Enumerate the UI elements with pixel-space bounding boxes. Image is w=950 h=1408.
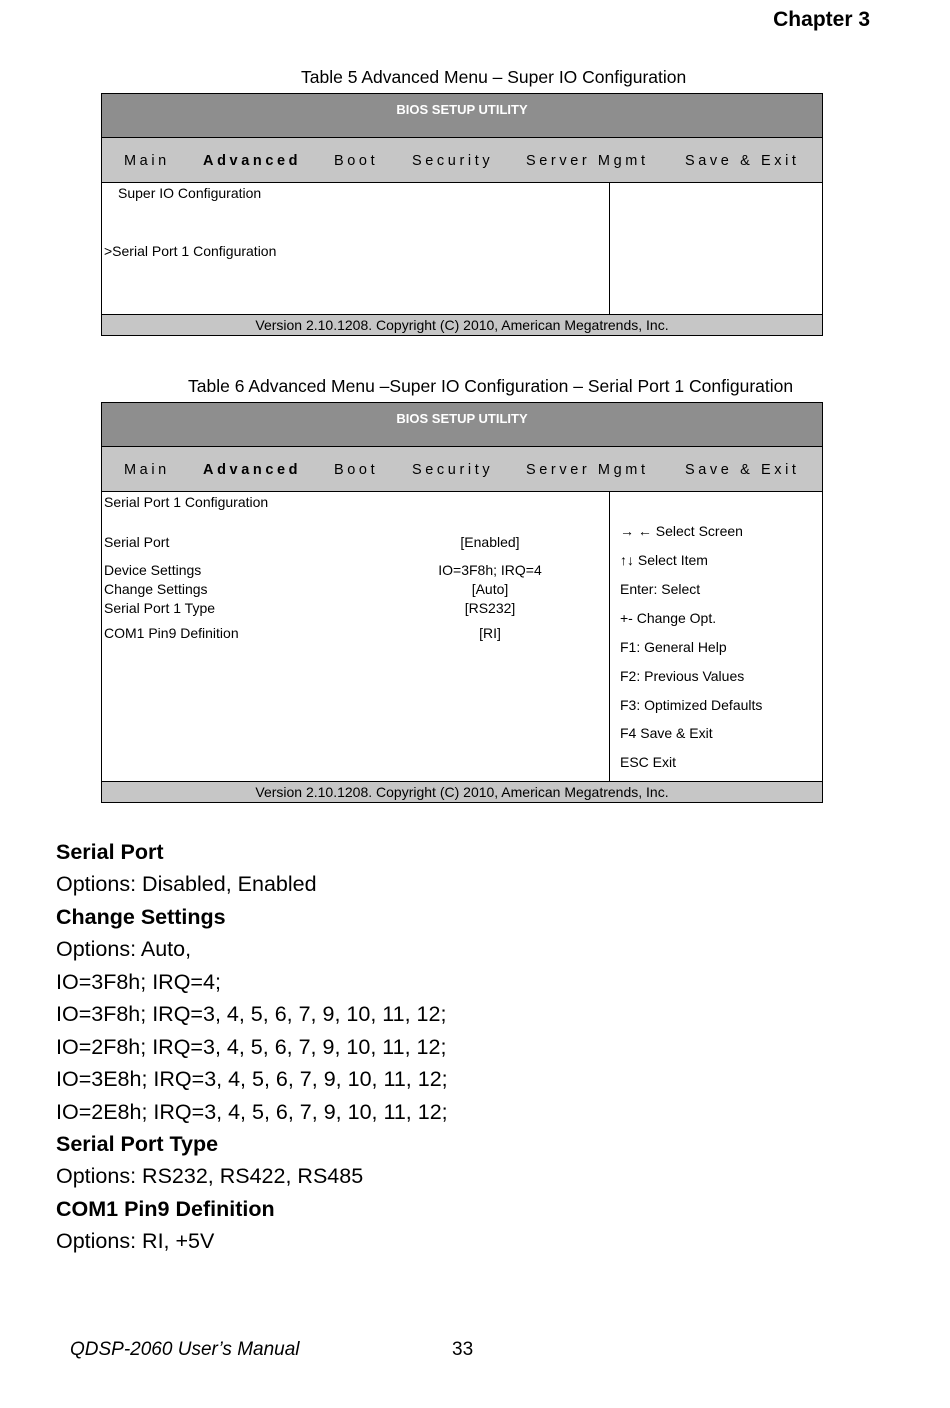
bios-footer: Version 2.10.1208. Copyright (C) 2010, American Megatrends, Inc. — [102, 782, 822, 802]
setting-value-text: [RI] — [479, 625, 501, 641]
bios-left-pane — [102, 183, 610, 314]
desc-line: Serial Port — [56, 840, 164, 864]
menu-main[interactable]: Main — [124, 153, 170, 169]
manual-title: QDSP-2060 User’s Manual — [70, 1339, 300, 1360]
menu-server-mgmt[interactable]: Server Mgmt — [526, 462, 649, 478]
bios-body — [102, 492, 822, 782]
help-change-opt: +- Change Opt. — [620, 610, 717, 626]
setting-label-change-settings: Change Settings — [104, 581, 208, 597]
desc-line: IO=2E8h; IRQ=3, 4, 5, 6, 7, 9, 10, 11, 12; — [56, 1100, 448, 1124]
help-f2: F2: Previous Values — [620, 668, 745, 684]
help-select-screen: → ← Select Screen — [620, 523, 743, 539]
help-enter-select: Enter: Select — [620, 581, 701, 597]
help-f4: F4 Save & Exit — [620, 725, 713, 741]
bios-menu-bar — [102, 138, 822, 183]
desc-line: Options: Disabled, Enabled — [56, 872, 317, 896]
menu-security[interactable]: Security — [412, 462, 494, 478]
desc-line: Options: RI, +5V — [56, 1229, 215, 1253]
table6-caption: Table 6 Advanced Menu –Super IO Configuration – Serial Port 1 Configuration — [188, 376, 794, 396]
menu-security[interactable]: Security — [412, 153, 494, 169]
help-f1: F1: General Help — [620, 639, 727, 655]
chapter-heading: Chapter 3 — [773, 8, 870, 31]
bios-table-6 — [101, 402, 823, 803]
menu-advanced[interactable]: Advanced — [203, 462, 302, 478]
menu-main[interactable]: Main — [124, 462, 170, 478]
setting-label-serial-port: Serial Port — [104, 534, 170, 550]
bios-left-pane — [102, 492, 610, 781]
page-number: 33 — [452, 1339, 474, 1360]
bios-footer: Version 2.10.1208. Copyright (C) 2010, American Megatrends, Inc. — [102, 315, 822, 335]
table5-caption: Table 5 Advanced Menu – Super IO Configuration — [301, 67, 687, 87]
bios-menu-bar — [102, 447, 822, 492]
help-f3: F3: Optimized Defaults — [620, 697, 763, 713]
desc-line: Change Settings — [56, 905, 226, 929]
setting-value-text: [Enabled] — [460, 534, 520, 550]
menu-advanced[interactable]: Advanced — [203, 153, 302, 169]
desc-line: Options: Auto, — [56, 937, 192, 961]
section-heading: Serial Port 1 Configuration — [104, 494, 269, 510]
setting-label-serial-port-type: Serial Port 1 Type — [104, 600, 216, 616]
section-heading: Super IO Configuration — [118, 185, 262, 201]
setting-value-text: [Auto] — [471, 581, 509, 597]
setting-label-com1-pin9: COM1 Pin9 Definition — [104, 625, 239, 641]
menu-boot[interactable]: Boot — [334, 153, 379, 169]
help-esc: ESC Exit — [620, 754, 677, 770]
help-select-item: ↑↓ Select Item — [620, 552, 708, 568]
bios-title: BIOS SETUP UTILITY — [102, 94, 822, 138]
desc-line: IO=3E8h; IRQ=3, 4, 5, 6, 7, 9, 10, 11, 12; — [56, 1067, 448, 1091]
bios-title: BIOS SETUP UTILITY — [102, 403, 822, 447]
setting-value-text: [RS232] — [464, 600, 516, 616]
bios-body — [102, 183, 822, 315]
submenu-serial-port-1[interactable]: >Serial Port 1 Configuration — [104, 243, 277, 259]
setting-label-device-settings: Device Settings — [104, 562, 202, 578]
menu-save-exit[interactable]: Save & Exit — [685, 462, 800, 478]
desc-line: IO=3F8h; IRQ=4; — [56, 970, 221, 994]
desc-line: Serial Port Type — [56, 1132, 219, 1156]
desc-line: Options: RS232, RS422, RS485 — [56, 1164, 364, 1188]
setting-value-text: IO=3F8h; IRQ=4 — [438, 562, 542, 578]
desc-line: COM1 Pin9 Definition — [56, 1197, 275, 1221]
menu-save-exit[interactable]: Save & Exit — [685, 153, 800, 169]
menu-boot[interactable]: Boot — [334, 462, 379, 478]
bios-table-5 — [101, 93, 823, 336]
desc-line: IO=2F8h; IRQ=3, 4, 5, 6, 7, 9, 10, 11, 12; — [56, 1035, 447, 1059]
menu-server-mgmt[interactable]: Server Mgmt — [526, 153, 649, 169]
desc-line: IO=3F8h; IRQ=3, 4, 5, 6, 7, 9, 10, 11, 12; — [56, 1002, 447, 1026]
